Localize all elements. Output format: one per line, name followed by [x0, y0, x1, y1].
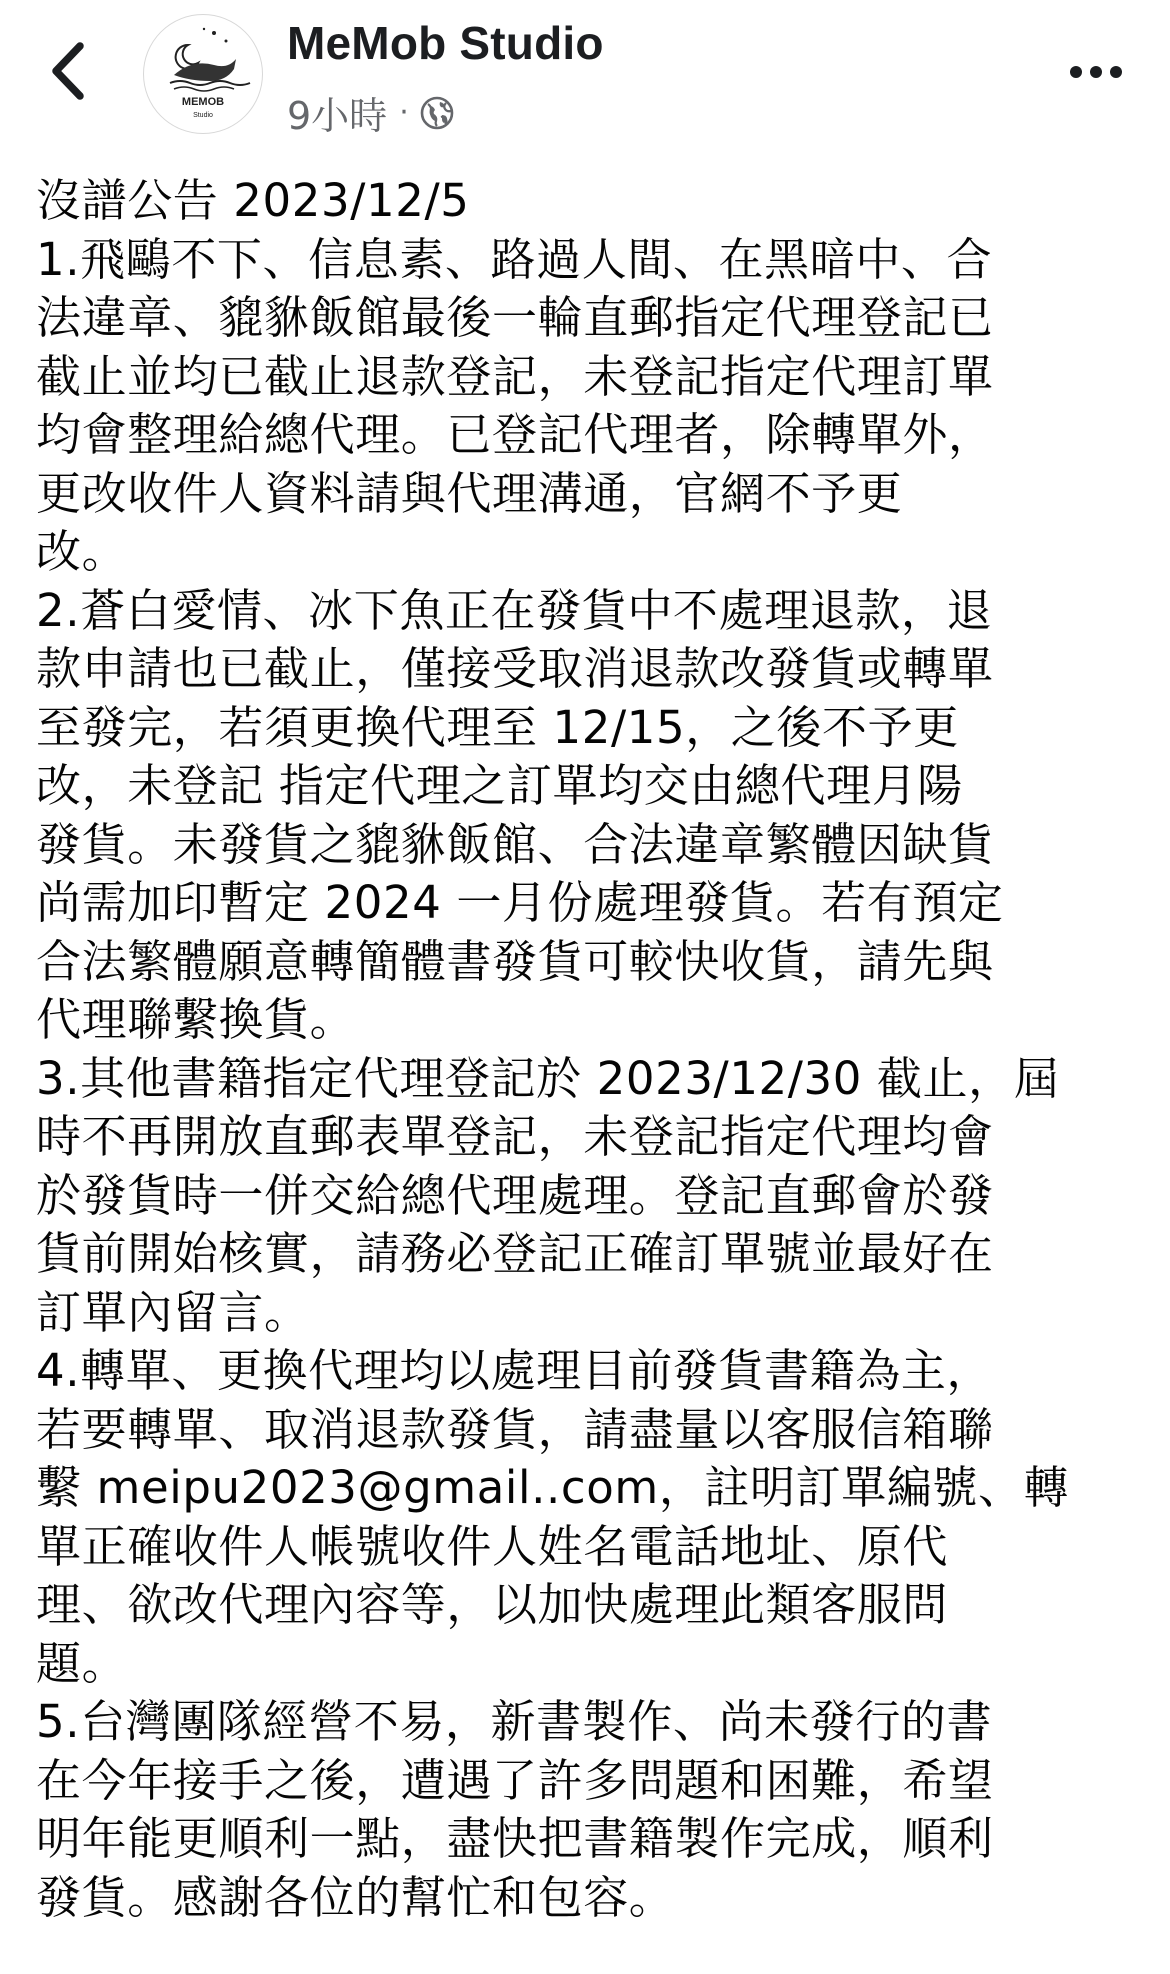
post-line: 時不再開放直郵表單登記，未登記指定代理均會 [36, 1110, 994, 1163]
page-name[interactable]: MeMob Studio [287, 17, 604, 69]
post-line: 至發完，若須更換代理至 12/15，之後不予更 [36, 700, 959, 754]
post-line: 截止並均已截止退款登記，未登記指定代理訂單 [36, 349, 994, 403]
post-line: 均會整理給總代理。已登記代理者，除轉單外， [36, 408, 994, 461]
globe-icon[interactable] [419, 95, 455, 131]
more-options-button[interactable] [1066, 52, 1126, 92]
post-line: 發貨。未發貨之貔貅飯館、合法違章繁體因缺貨 [36, 817, 994, 871]
post-line: 5.台灣團隊經營不易，新書製作、尚未發行的書 [36, 1695, 993, 1748]
avatar[interactable] [143, 14, 263, 134]
post-line: 改，未登記 指定代理之訂單均交由總代理月陽 [36, 759, 963, 812]
post-line: 1.飛鷗不下、信息素、路過人間、在黑暗中、合 [36, 232, 993, 286]
post-line: 於發貨時一併交給總代理處理。登記直郵會於發 [36, 1168, 994, 1222]
more-horizontal-icon [1066, 52, 1126, 92]
post-line: 代理聯繫換貨。 [36, 993, 356, 1046]
post-line: 題。 [36, 1636, 128, 1690]
post-line: 繫 meipu2023@gmail..com，註明訂單編號、轉 [36, 1461, 1070, 1514]
post-line: 沒譜公告 2023/12/5 [36, 174, 470, 227]
post-line: 改。 [36, 525, 128, 578]
post-text [36, 172, 1146, 1927]
post-timestamp[interactable]: 9小時 [287, 93, 388, 138]
post-line: 貨前開始核實，請務必登記正確訂單號並最好在 [36, 1227, 994, 1280]
post-line: 明年能更順利一點，盡快把書籍製作完成，順利 [36, 1812, 994, 1865]
post-line: 若要轉單、取消退款發貨，請盡量以客服信箱聯 [36, 1402, 994, 1456]
post-line: 尚需加印暫定 2024 一月份處理發貨。若有預定 [36, 876, 1004, 929]
post-line: 2.蒼白愛情、冰下魚正在發貨中不處理退款，退 [36, 583, 993, 637]
post-line: 在今年接手之後，遭遇了許多問題和困難，希望 [36, 1753, 994, 1807]
post-line: 訂單內留言。 [36, 1285, 310, 1339]
post-line: 4.轉單、更換代理均以處理目前發貨書籍為主， [36, 1344, 993, 1397]
post-line: 單正確收件人帳號收件人姓名電話地址、原代 [36, 1519, 949, 1573]
post-line: 法違章、貔貅飯館最後一輪直郵指定代理登記已 [36, 291, 994, 344]
post-line: 理、欲改代理內容等，以加快處理此類客服問 [36, 1578, 949, 1631]
back-button[interactable] [44, 38, 100, 104]
svg-text:Studio: Studio [193, 112, 213, 119]
post-line: 合法繁體願意轉簡體書發貨可較快收貨，請先與 [36, 934, 994, 988]
meta-separator: · [399, 94, 409, 130]
post-line: 更改收件人資料請與代理溝通，官網不予更 [36, 466, 903, 520]
post-line: 款申請也已截止，僅接受取消退款改發貨或轉單 [36, 642, 994, 695]
chevron-left-icon [44, 38, 100, 104]
post-line: 3.其他書籍指定代理登記於 2023/12/30 截止，屆 [36, 1051, 1060, 1105]
post-line: 發貨。感謝各位的幫忙和包容。 [36, 1870, 675, 1924]
memob-logo [144, 15, 262, 133]
svg-text:MEMOB: MEMOB [181, 96, 225, 108]
post-header [0, 0, 1170, 150]
post-meta [287, 86, 455, 138]
